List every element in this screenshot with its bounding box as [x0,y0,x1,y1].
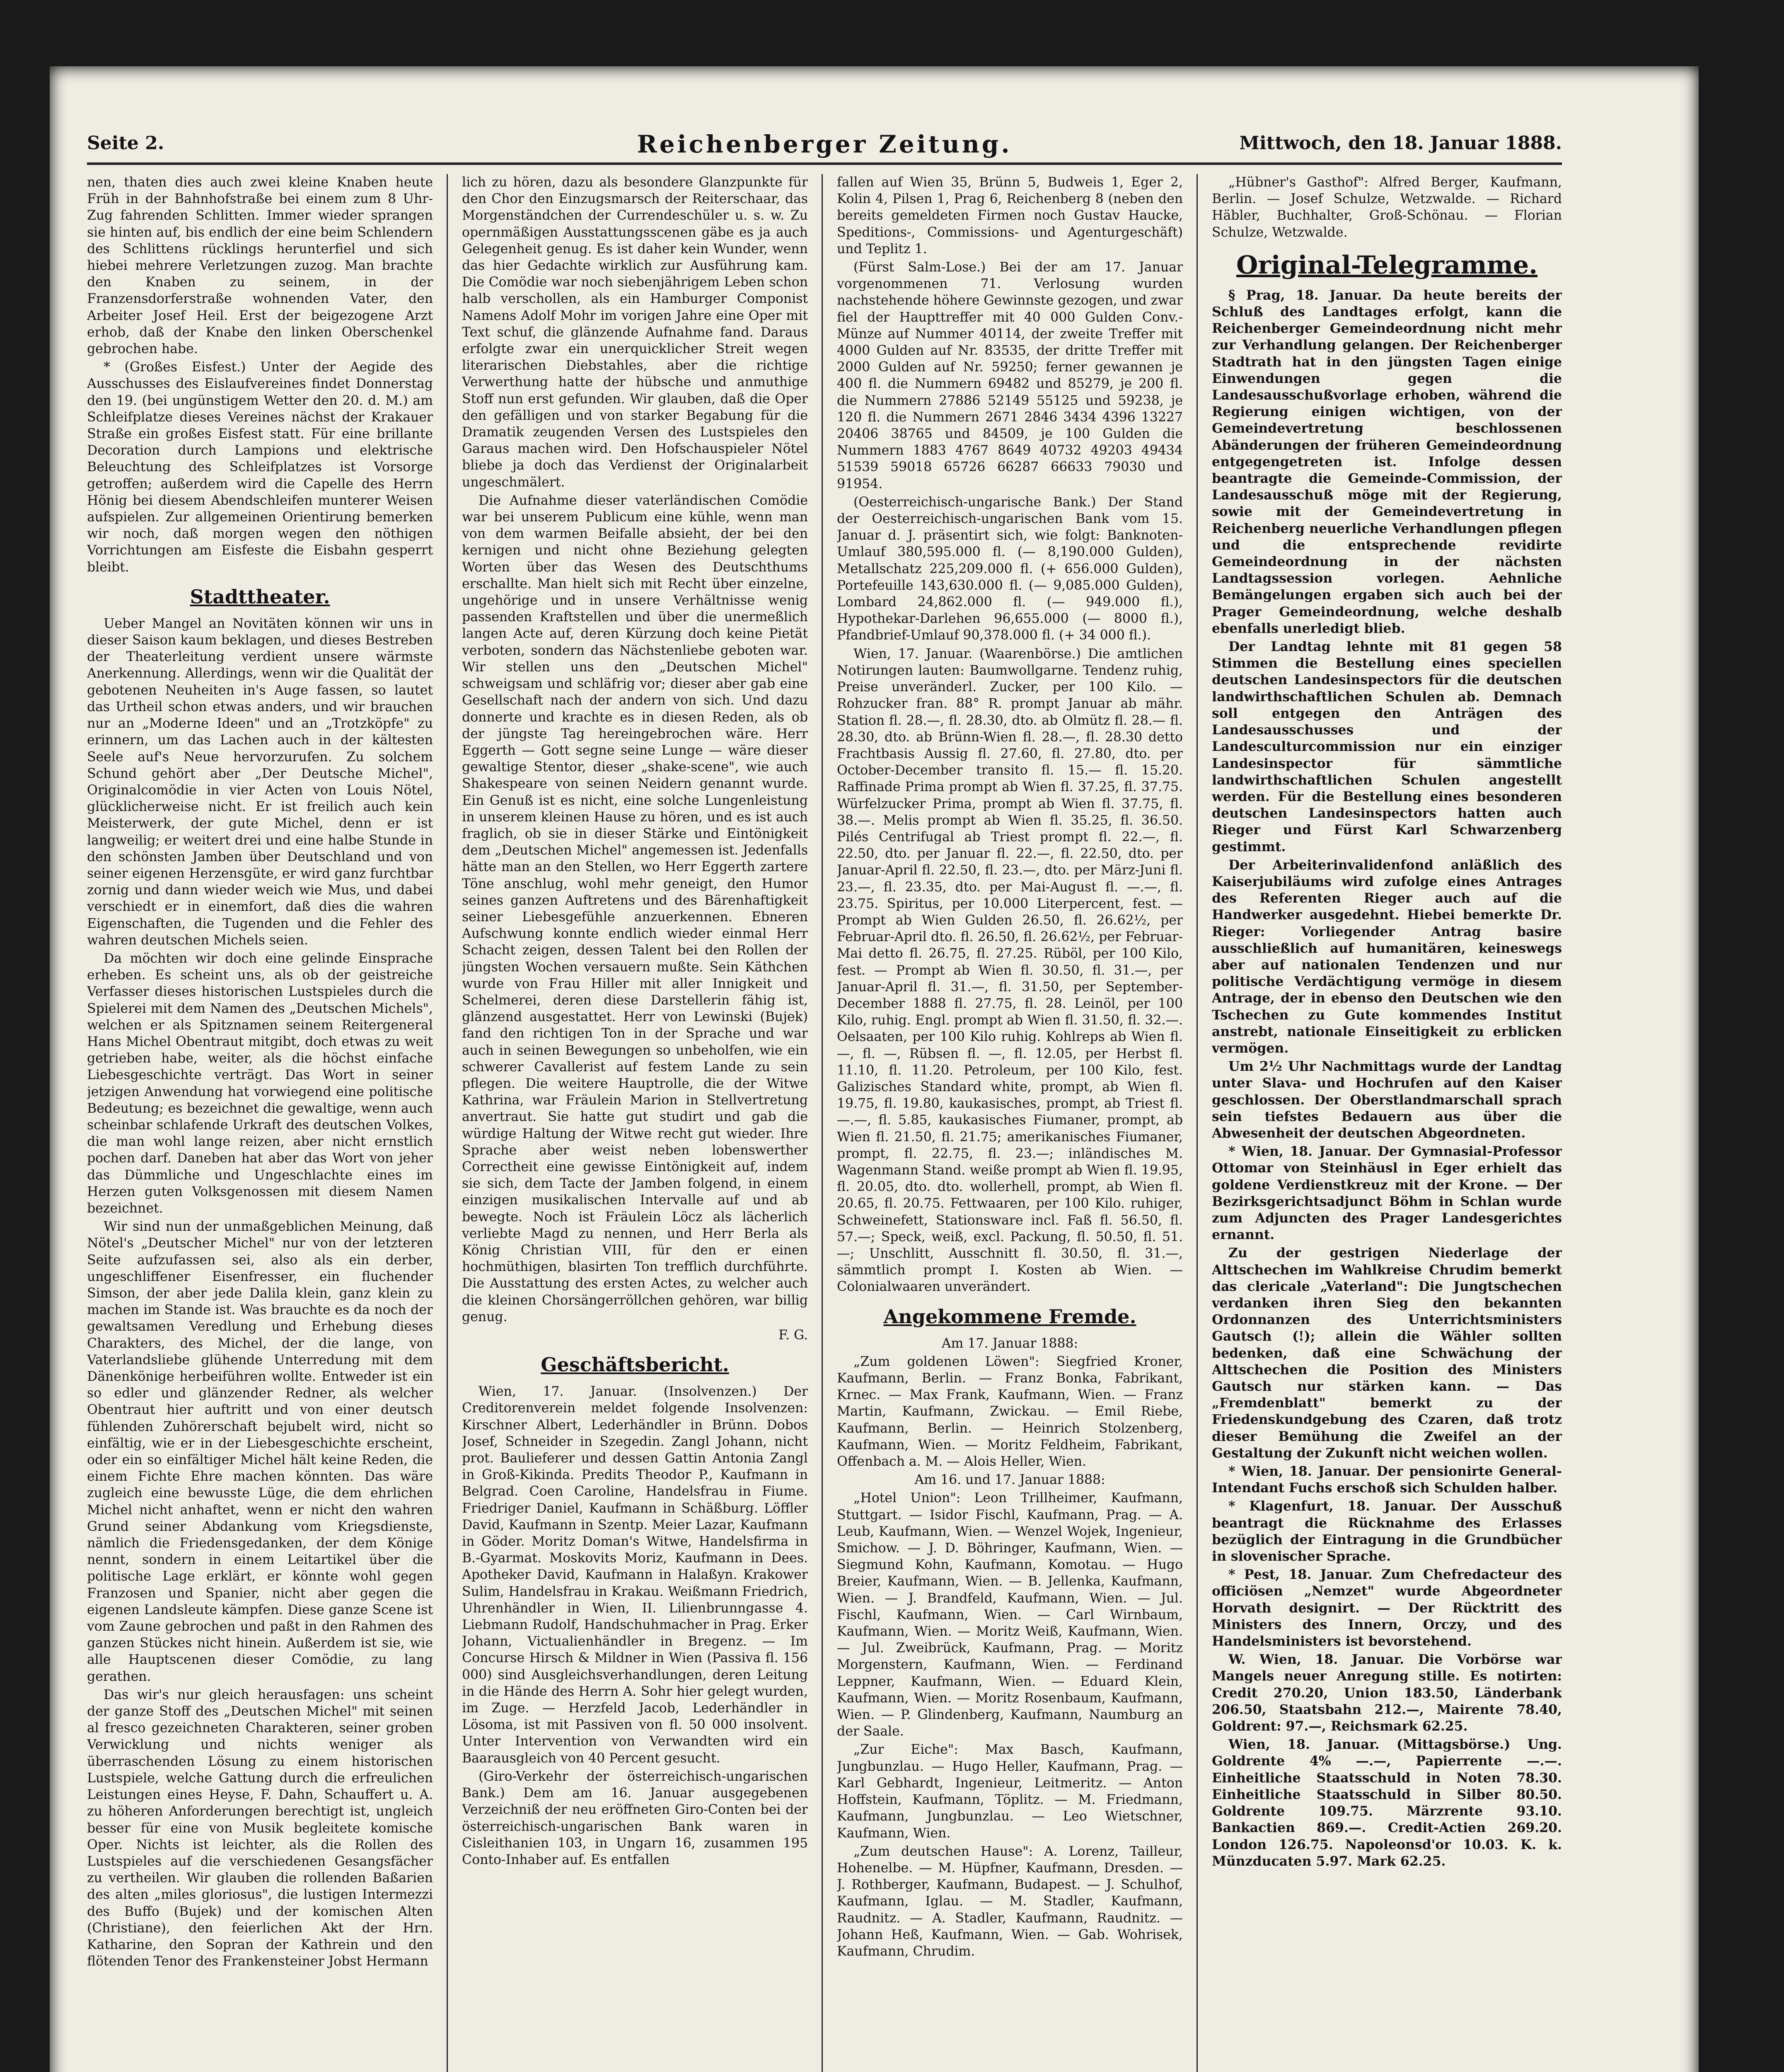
article-text: Wien, 17. Januar. (Waarenbörse.) Die amtlichen Notirungen lauten: Baumwollgarne. Tendenz ruhig, Preise unveränderl. Zucker, per 100 Kilo. — Rohzucker fran. 88° R. prompt Januar ab mähr. Station fl. 28.—, fl. 28.30, dto. ab Olmütz fl. 28.— fl. 28.30, dto. ab Brünn-Wien fl. 28.—, fl. 28.30 detto Frachtbasis Aussig fl. 27.60, fl. 27.80, dto. per October-December transito fl. 15.— fl. 15.20. Raffinade Prima prompt ab Wien fl. 37.25, fl. 37.75. Würfelzucker Prima, prompt ab Wien fl. 37.75, fl. 38.—. Melis prompt ab Wien fl. 35.25, fl. 36.50. Pilés Centrifugal ab Triest prompt fl. 22.—, fl. 22.50, dto. per Januar fl. 22.—, fl. 22.50, dto. per Januar-April fl. 22.50, fl. 23.—, dto. per März-Juni fl. 23.—, fl. 23.35, dto. per Mai-August fl. —.—, fl. 23.75. Spiritus, per 10.000 Literpercent, fest. — Prompt ab Wien Gulden 26.50, fl. 26.62½, per Februar-April dto. fl. 26.50, fl. 26.62½, per Februar-Mai detto fl. 26.75, fl. 27.25. Rüböl, per 100 Kilo, fest. — Prompt ab Wien fl. 30.50, fl. 31.—, per Januar-April fl. 31.—, fl. 31.50, per September-December 1888 fl. 27.75, fl. 28. Leinöl, per 100 Kilo, ruhig. Engl. prompt ab Wien fl. 31.50, fl. 32.—. Oelsaaten, per 100 Kilo ruhig. Kohlreps ab Wien fl. —, fl. —, Rübsen fl. —, fl. 12.05, per Herbst fl. 11.10, fl. 11.20. Petroleum, per 100 Kilo, fest. Galizisches Standard white, prompt, ab Wien fl. 19.75, fl. 19.80, kaukasisches, prompt, ab Triest fl. —.—, fl. 5.85, kaukasisches Fiumaner, prompt, ab Wien fl. 21.50, fl. 21.75; amerikanisches Fiumaner, prompt, fl. 22.75, fl. 23.—; inländisches M. Wagenmann Stand. weiße prompt ab Wien fl. 19.95, fl. 20.05, dto. dto. wollerhell, prompt, ab Wien fl. 20.65, fl. 20.75. Fettwaaren, per 100 Kilo. ruhiger, Schweinefett, Stationsware incl. Faß fl. 56.50, fl. 57.—; Speck, weiß, excl. Packung, fl. 50.50, fl. 51.—; Unschlitt, Ausschnitt fl. 30.50, fl. 31.—, sämmtlich prompt I. Kosten ab Wien. — Colonialwaaren unverändert. [837,646,1183,1295]
article-text: „Hübner's Gasthof": Alfred Berger, Kaufmann, Berlin. — Josef Schulze, Wetzwalde. — Richard Häbler, Buchhalter, Groß-Schönau. — Florian Schulze, Wetzwalde. [1212,175,1562,240]
article-text: § Prag, 18. Januar. Da heute bereits der Schluß des Landtages erfolgt, kann die Reichenberger Gemeindeordnung nicht mehr zur Verhandlung gelangen. Der Reichenberger Stadtrath hat in den jüngsten Tagen einige Einwendungen gegen die Landesausschußvorlage erhoben, während die Regierung einigen wichtigen, von der Gemeindevertretung beschlossenen Abänderungen der früheren Gemeindeordnung entgegengetreten ist. Infolge dessen beantragte die Gemeinde-Commission, der Landesausschuß möge mit der Regierung, sowie mit der Gemeindevertretung in Reichenberg neuerliche Verhandlungen pflegen und die entsprechende revidirte Gemeindeordnung in der nächsten Landtagssession vorlegen. Aehnliche Bemängelungen ergaben sich auch bei der Prager Gemeindeordnung, welche deshalb ebenfalls unerledigt blieb. [1212,287,1562,636]
article-text: Die Aufnahme dieser vaterländischen Comödie war bei unserem Publicum eine kühle, wenn man von dem warmen Beifalle absieht, der bei den kernigen und nicht ohne Beziehung gelegten Worten über das Wesen des Deutschthums erschallte. Man hielt sich mit Recht über einzelne, ungehörige und in unsere Verhältnisse wenig passenden Kraftstellen und über die unermeßlich langen Acte auf, deren Kürzung doch keine Pietät verboten, sondern das Nächstenliebe geboten war. Wir stellen uns den „Deutschen Michel" schweigsam und schläfrig vor; dieser aber gab eine Gesellschaft nach der andern von sich. Und dazu donnerte und krachte es in diesen Reden, als ob der jüngste Tag hereingebrochen wäre. Herr Eggerth — Gott segne seine Lunge — wäre dieser gewaltige Stentor, dieser „shake-scene", wie auch Shakespeare von seinen Neidern genannt wurde. Ein Genuß ist es nicht, eine solche Lungenleistung in unserem kleinen Hause zu hören, und es ist auch fraglich, ob sie in dieser Stärke und Eintönigkeit dem „Deutschen Michel" angemessen ist. Jedenfalls hätte man an den Stellen, wo Herr Eggerth zartere Töne anschlug, wohl mehr geneigt, den Humor seines ganzen Auftretens und des Bärenhaftigkeit seiner Liebesgefühle anzuerkennen. Ebneren Aufschwung konnte endlich wieder einmal Herr Schacht zeigen, dessen Talent bei den Rollen der jüngsten Wochen versauern mußte. Sein Käthchen wurde von Frau Hiller mit aller Innigkeit und Schelmerei, deren diese Darstellerin fähig ist, glänzend ausgestattet. Herr von Lewinski (Bujek) fand den richtigen Ton in der Sprache und war auch in seinen Bewegungen so unbeholfen, wie ein schwerer Cavallerist auf festem Lande zu sein pflegen. Die weitere Hauptrolle, die der Witwe Kathrina, war Fräulein Marion in Stellvertretung anvertraut. Sie hatte gut studirt und gab die würdige Haltung der Witwe recht gut wieder. Ihre Sprache aber weist neben lobenswerther Correctheit eine gewisse Eintönigkeit auf, indem sie sich, dem Tacte der Jamben folgend, in einem einzigen musikalischen Intervalle auf und ab bewegte. Noch ist Fräulein Löcz als lächerlich verliebte Magd zu nennen, und Herr Berla als König Christian VIII, für den er einen hochmüthigen, blasirten Ton trefflich durchführte. Die Ausstattung des ersten Actes, zu welcher auch die kleinen Chorsängerröllchen gehören, war billig genug. [462,493,808,1324]
page-number: Seite 2. [87,133,164,154]
article-text: Der Arbeiterinvalidenfond anläßlich des Kaiserjubiläums wird zufolge eines Antrages des Referenten Rieger auch auf die Handwerker ausgedehnt. Hiebei bemerkte Dr. Rieger: Vorliegender Antrag basire ausschließlich auf humanitären, keineswegs aber auf nationalen Tendenzen und nur politische Verdächtigung vermöge in diesem Antrage, der in ebenso den Deutschen wie den Tschechen zu Gute kommendes Institut anstrebt, nationale Einseitigkeit zu erblicken vermögen. [1212,857,1562,1056]
article-text: * (Großes Eisfest.) Unter der Aegide des Ausschusses des Eislaufvereines findet Donnerstag den 19. (bei ungünstigem Wetter den 20. d. M.) am Schleifplatze dieses Vereines nächst der Krakauer Straße ein großes Eisfest statt. Für eine brillante Decoration durch Lampions und elektrische Beleuchtung des Schleifplatzes ist Vorsorge getroffen; außerdem wird die Capelle des Herrn Hönig bei diesem Abendschleifen munterer Weisen aufspielen. Zur allgemeinen Orientirung bemerken wir noch, daß morgen wegen den nöthigen Vorrichtungen am Eisfeste die Eisbahn gesperrt bleibt. [87,360,433,575]
newspaper-title: Reichenberger Zeitung. [637,130,1012,158]
article-text: nen, thaten dies auch zwei kleine Knaben heute Früh in der Bahnhofstraße bei einem zum 8 Uhr-Zug fahrenden Schlitten. Immer wieder sprangen sie hinten auf, bis endlich der eine beim Schlendern des Schlittens rücklings herunterfiel und sich hiebei mehrere Verletzungen zuzog. Man brachte den Knaben zu seinem, in der Franzensdorferstraße wohnenden Vater, den Arbeiter Josef Heil. Erst der beigezogene Arzt erhob, daß der Knabe den linken Oberschenkel gebrochen habe. [87,175,433,357]
date-line: Am 16. und 17. Januar 1888: [914,1472,1105,1488]
article-text: Da möchten wir doch eine gelinde Einsprache erheben. Es scheint uns, als ob der geistreiche Verfasser dieses historischen Lustspieles durch die Spielerei mit dem Namen des „Deutschen Michels", welchen er als Spitznamen seinem Reitergeneral Hans Michel Obentraut mitgibt, doch etwas zu weit getrieben habe, weiter, als die höchst einfache Liebesgeschichte verträgt. Das Wort in seiner jetzigen Anwendung hat vorwiegend eine politische Bedeutung; es bezeichnet die gewaltige, wenn auch scheinbar schlafende Urkraft des deutschen Volkes, die man wohl lange reizen, aber nicht ernstlich pochen darf. Daneben hat aber das Wort von jeher das Dümmliche und Ungeschlachte eines im Herzen guten Volksgenossen mit diesem Namen bezeichnet. [87,951,433,1216]
article-text: * Wien, 18. Januar. Der Gymnasial-Professor Ottomar von Steinhäusl in Eger erhielt das goldene Verdienstkreuz mit der Krone. — Der Bezirksgerichtsadjunct Böhm in Schlan wurde zum Adjuncten des Prager Landesgerichtes ernannt. [1212,1144,1562,1243]
article-text: (Fürst Salm-Lose.) Bei der am 17. Januar vorgenommenen 71. Verlosung wurden nachstehende höhere Gewinnste gezogen, und zwar fiel der Haupttreffer mit 40 000 Gulden Conv.-Münze auf Nummer 40114, der zweite Treffer mit 4000 Gulden auf Nr. 83535, der dritte Treffer mit 2000 Gulden auf Nr. 59250; ferner gewannen je 400 fl. die Nummern 69482 und 85279, je 200 fl. die Nummern 27886 52149 55125 und 59238, je 120 fl. die Nummern 2671 2846 3434 4396 13227 20406 38765 und 84509, je 100 Gulden die Nummern 1883 4767 8649 40732 49203 49434 51539 59018 65726 66287 66633 79030 und 91954. [837,260,1183,491]
column-3 [837,174,1183,2072]
section-heading: Stadttheater. [190,585,330,608]
column-2 [462,174,808,2072]
article-text: (Oesterreichisch-ungarische Bank.) Der Stand der Oesterreichisch-ungarischen Bank vom 15. Januar d. J. präsentirt sich, wie folgt: Banknoten-Umlauf 380,595.000 fl. (— 8,190.000 Gulden), Metallschatz 225,209.000 fl. (+ 656.000 Gulden), Portefeuille 143,630.000 fl. (— 9,085.000 Gulden), Lombard 24,862.000 fl. (— 949.000 fl.), Hypothekar-Darlehen 96,655.000 (— 8000 fl.), Pfandbrief-Umlauf 90,378.000 fl. (+ 34 000 fl.). [837,494,1183,643]
header-rule [87,162,1562,165]
article-text: lich zu hören, dazu als besondere Glanzpunkte für den Chor den Einzugsmarsch der Reiterschaar, das Morgenständchen der Currendeschüler u. s. w. Zu opernmäßigen Ausstattungsscenen gäbe es ja auch Gelegenheit genug. Es ist daher kein Wunder, wenn das hier Gedachte wirklich zur Ausführung kam. Die Comödie war noch siebenjährigem Leben schon halb verschollen, als ein Hamburger Componist Namens Adolf Mohr im vorigen Jahre eine Oper mit Text schuf, die glänzende Aufnahme fand. Daraus erfolgte zwar ein unerquicklicher Streit wegen literarischen Diebstahles, aber die richtige Verwerthung hatte der hübsche und anmuthige Stoff nun erst gefunden. Wir glauben, daß die Oper den gefälligen und von starker Begabung für die Dramatik zeugenden Versen des Lustspieles den Garaus machen wird. Den Hofschauspieler Nötel bliebe ja doch das Verdienst der Originalarbeit ungeschmälert. [462,175,808,490]
article-text: Um 2½ Uhr Nachmittags wurde der Landtag unter Slava- und Hochrufen auf den Kaiser geschlossen. Der Oberstlandmarschall sprach sein tiefstes Bedauern aus über die Abwesenheit der deutschen Abgeordneten. [1212,1059,1562,1141]
article-text: „Zur Eiche": Max Basch, Kaufmann, Jungbunzlau. — Hugo Heller, Kaufmann, Prag. — Karl Gebhardt, Ingenieur, Leitmeritz. — Anton Hoffstein, Kaufmann, Töplitz. — M. Friedmann, Kaufmann, Jungbunzlau. — Leo Wietschner, Kaufmann, Wien. [837,1742,1183,1841]
article-text: Wien, 17. Januar. (Insolvenzen.) Der Creditorenverein meldet folgende Insolvenzen: Kirschner Albert, Lederhändler in Brünn. Dobos Josef, Schneider in Szegedin. Zangl Johann, nicht prot. Baulieferer und dessen Gattin Antonia Zangl in Groß-Kikinda. Predits Theodor P., Kaufmann in Belgrad. Coen Caroline, Handelsfrau in Fiume. Friedriger Daniel, Kaufmann in Schäßburg. Löffler David, Kaufmann in Szentp. Meier Lazar, Kaufmann in Göder. Moritz Doman's Witwe, Handelsfirma in B.-Gyarmat. Moskovits Moriz, Kaufmann in Dees. Apotheker David, Kaufmann in Halaßyn. Krakower Sulim, Handelsfrau in Krakau. Weißmann Friedrich, Uhrenhändler in Wien, II. Lilienbrunngasse 4. Liebmann Rudolf, Handschuhmacher in Prag. Erker Johann, Victualienhändler in Bregenz. — Im Concurse Hirsch & Mildner in Wien (Passiva fl. 156 000) sind Ausgleichsverhandlungen, deren Leitung in die Hände des Herrn A. Sohr hier gelegt wurden, im Zuge. — Herzfeld Jacob, Lederhändler in Lösoma, ist mit Passiven von fl. 50 000 insolvent. Unter Intervention von Verwandten wird ein Baarausgleich von 40 Percent gesucht. [462,1384,808,1766]
section-heading: Geschäftsbericht. [541,1353,729,1376]
article-text: „Hotel Union": Leon Trillheimer, Kaufmann, Stuttgart. — Isidor Fischl, Kaufmann, Prag. — A. Leub, Kaufmann, Wien. — Wenzel Wojek, Ingenieur, Smichow. — J. D. Böhringer, Kaufmann, Wien. — Siegmund Kohn, Kaufmann, Komotau. — Hugo Breier, Kaufmann, Wien. — B. Jellenka, Kaufmann, Wien. — J. Brandfeld, Kaufmann, Wien. — Jul. Fischl, Kaufmann, Wien. — Carl Wirnbaum, Kaufmann, Wien. — Moritz Weiß, Kaufmann, Wien. — Jul. Zweibrück, Kaufmann, Prag. — Moritz Morgenstern, Kaufmann, Wien. — Ferdinand Leppner, Kaufmann, Wien. — Eduard Klein, Kaufmann, Wien. — Moritz Rosenbaum, Kaufmann, Wien. — P. Glindenberg, Kaufmann, Naumburg an der Saale. [837,1491,1183,1739]
article-text: fallen auf Wien 35, Brünn 5, Budweis 1, Eger 2, Kolin 4, Pilsen 1, Prag 6, Reichenberg 8 (neben den bereits gemeldeten Firmen noch Gustav Haucke, Speditions-, Commissions- und Agenturgeschäft) und Teplitz 1. [837,175,1183,257]
article-text: „Zum goldenen Löwen": Siegfried Kroner, Kaufmann, Berlin. — Franz Bonka, Fabrikant, Krnec. — Max Frank, Kaufmann, Wien. — Franz Martin, Kaufmann, Zwickau. — Emil Riebe, Kaufmann, Berlin. — Heinrich Stolzenberg, Kaufmann, Wien. — Moritz Feldheim, Fabrikant, Offenbach a. M. — Alois Heller, Wien. [837,1354,1183,1469]
article-text: * Pest, 18. Januar. Zum Chefredacteur des officiösen „Nemzet" wurde Abgeordneter Horvath designirt. — Der Rücktritt des Ministers des Innern, Orczy, und des Handelsministers ist bevorstehend. [1212,1567,1562,1649]
article-text: Der Landtag lehnte mit 81 gegen 58 Stimmen die Bestellung eines speciellen deutschen Landesinspectors für die deutschen landwirthschaftlichen Schulen ab. Demnach soll entgegen den Anträgen des Landesausschusses und der Landesculturcommission nur ein einziger Landesinspector für sämmtliche landwirthschaftlichen Schulen angestellt werden. Für die Bestellung eines besonderen deutschen Landesinspectors hatten auch Rieger und Fürst Karl Schwarzenberg gestimmt. [1212,639,1562,854]
section-heading: Original-Telegramme. [1236,250,1538,280]
page-header [87,130,1562,158]
section-heading: Angekommene Fremde. [883,1305,1136,1328]
article-text: Wien, 18. Januar. (Mittagsbörse.) Ung. Goldrente 4% —.—, Papierrente —.—. Einheitliche Staatsschuld in Noten 78.30. Einheitliche Staatsschuld in Silber 80.50. Goldrente 109.75. Märzrente 93.10. Bankactien 869.—. Credit-Actien 269.20. London 126.75. Napoleonsd'or 10.03. K. k. Münzducaten 5.97. Mark 62.25. [1212,1737,1562,1869]
column-1 [87,174,433,2072]
article-signature: F. G. [778,1328,808,1343]
article-text: Wir sind nun der unmaßgeblichen Meinung, daß Nötel's „Deutscher Michel" nur von der letzteren Seite aufzufassen sei, also als ein derber, ungeschliffener Eisenfresser, ein fluchender Simson, der aber jede Dalila klein, ganz klein zu machen im Stande ist. Was brauchte es da noch der gewaltsamen Veredlung und Erhebung dieses Charakters, des Michel, der die lange, von Vaterlandsliebe glühende Unterredung mit dem Dänenkönige herbeiführen wollte. Entweder ist ein so edler und glänzender Redner, als welcher Obentraut hier auftritt und von einer deutsch fühlenden Zuhörerschaft bejubelt wird, nicht so einfältig, wie er in der Liebesgeschichte erscheint, oder ein so einfältiger Michel hält keine Reden, die einem Fichte Ehre machen könnten. Das wäre zugleich eine bewusste Lüge, die dem ehrlichen Michel nicht anhaftet, wenn er nicht den wahren Grund seiner Abdankung vom Kriegsdienste, nämlich die Friedensgedanken, der dem Könige nennt, sondern in einem Leitartikel über die politische Lage erklärt, er könnte wohl gegen Franzosen und Spanier, nicht aber gegen die eigenen Landsleute kämpfen. Diese ganze Scene ist vom Zaune gebrochen und paßt in den Rahmen des ganzen Stückes nicht hinein. Außerdem ist sie, wie alle Hauptscenen dieser Comödie, zu lang gerathen. [87,1219,433,1684]
columns [87,174,1562,2072]
issue-date: Mittwoch, den 18. Januar 1888. [1239,133,1562,154]
article-text: Zu der gestrigen Niederlage der Alttschechen im Wahlkreise Chrudim bemerkt das clericale „Vaterland": Die Jungtschechen verdanken ihren Sieg den bekannten Ordonnanzen des Unterrichtsministers Gautsch (!); allein die Wähler sollten bedenken, daß eine Schwächung der Alttschechen die Position des Ministers Gautsch nur stärken kann. — Das „Fremdenblatt" bemerkt zu der Friedenskundgebung des Czaren, daß trotz dieser Bemühung die Zweifel an der Gestaltung der Zukunft nicht weichen wollen. [1212,1245,1562,1461]
article-text: Ueber Mangel an Novitäten können wir uns in dieser Saison kaum beklagen, und dieses Bestreben der Theaterleitung verdient unsere wärmste Anerkennung. Allerdings, wenn wir die Qualität der gebotenen Neuheiten in's Auge fassen, so lautet das Urtheil schon etwas anders, und wir brauchen nur an „Moderne Ideen" und an „Trotzköpfe" zu erinnern, um das Lachen auch in der kältesten Seele auf's Neue hervorzurufen. Zu solchem Schund gehört aber „Der Deutsche Michel", Originalcomödie in vier Acten von Louis Nötel, glücklicherweise nicht. Er ist freilich auch kein Meisterwerk, der gute Michel, denn er ist langweilig; er weitert drei und eine halbe Stunde in den schönsten Jamben über Deutschland und von seiner eigenen Herzensgüte, er wird ganz furchtbar zornig und dann wieder weich wie Mus, und dabei verschiedt er in einemfort, daß dies die wahren Eigenschaften, die Tugenden und die Fehler des wahren deutschen Michels seien. [87,616,433,948]
article-text: * Klagenfurt, 18. Januar. Der Ausschuß beantragt die Rücknahme des Erlasses bezüglich der Eintragung in die Grundbücher in slovenischer Sprache. [1212,1498,1562,1564]
article-text: Das wir's nur gleich herausfagen: uns scheint der ganze Stoff des „Deutschen Michel" mit seinen al fresco gezeichneten Charakteren, seiner groben Verwicklung und nichts weniger als überraschenden Lösung zu einem historischen Lustspiele, welche Gattung durch die erfreulichen Leistungen eines Heyse, F. Dahn, Schauffert u. A. zu höheren Anforderungen berechtigt ist, ungleich besser für eine von Musik begleitete komische Oper. Nichts ist leichter, als die Rollen des Lustspieles auf die verschiedenen Gesangsfächer zu vertheilen. Wir glauben die rollenden Baßarien des alten „miles gloriosus", die lustigen Intermezzi des Buffo (Bujek) und der komischen Alten (Christiane), den feierlichen Akt der Hrn. Katharine, den Sopran der Kathrein und den flötenden Tenor des Frankensteiner Jobst Hermann [87,1687,433,1969]
column-4 [1212,174,1562,2072]
article-text: W. Wien, 18. Januar. Die Vorbörse war Mangels neuer Anregung stille. Es notirten: Credit 270.20, Union 183.50, Länderbank 206.50, Staatsbahn 212.—, Mairente 78.40, Goldrent: 97.—, Reichsmark 62.25. [1212,1652,1562,1734]
article-text: * Wien, 18. Januar. Der pensionirte General-Intendant Fuchs erschoß sich Schulden halber. [1212,1464,1562,1496]
article-text: „Zum deutschen Hause": A. Lorenz, Tailleur, Hohenelbe. — M. Hüpfner, Kaufmann, Dresden. — J. Rothberger, Kaufmann, Budapest. — J. Schulhof, Kaufmann, Iglau. — M. Stadler, Kaufmann, Raudnitz. — A. Stadler, Kaufmann, Raudnitz. — Johann Heß, Kaufmann, Wien. — Gab. Wohrisek, Kaufmann, Chrudim. [837,1844,1183,1959]
date-line: Am 17. Januar 1888: [941,1336,1078,1351]
article-text: (Giro-Verkehr der österreichisch-ungarischen Bank.) Dem am 16. Januar ausgegebenen Verzeichniß der neu eröffneten Giro-Conten bei der österreichisch-ungarischen Bank waren in Cisleithanien 103, in Ungarn 16, zusammen 195 Conto-Inhaber auf. Es entfallen [462,1769,808,1867]
